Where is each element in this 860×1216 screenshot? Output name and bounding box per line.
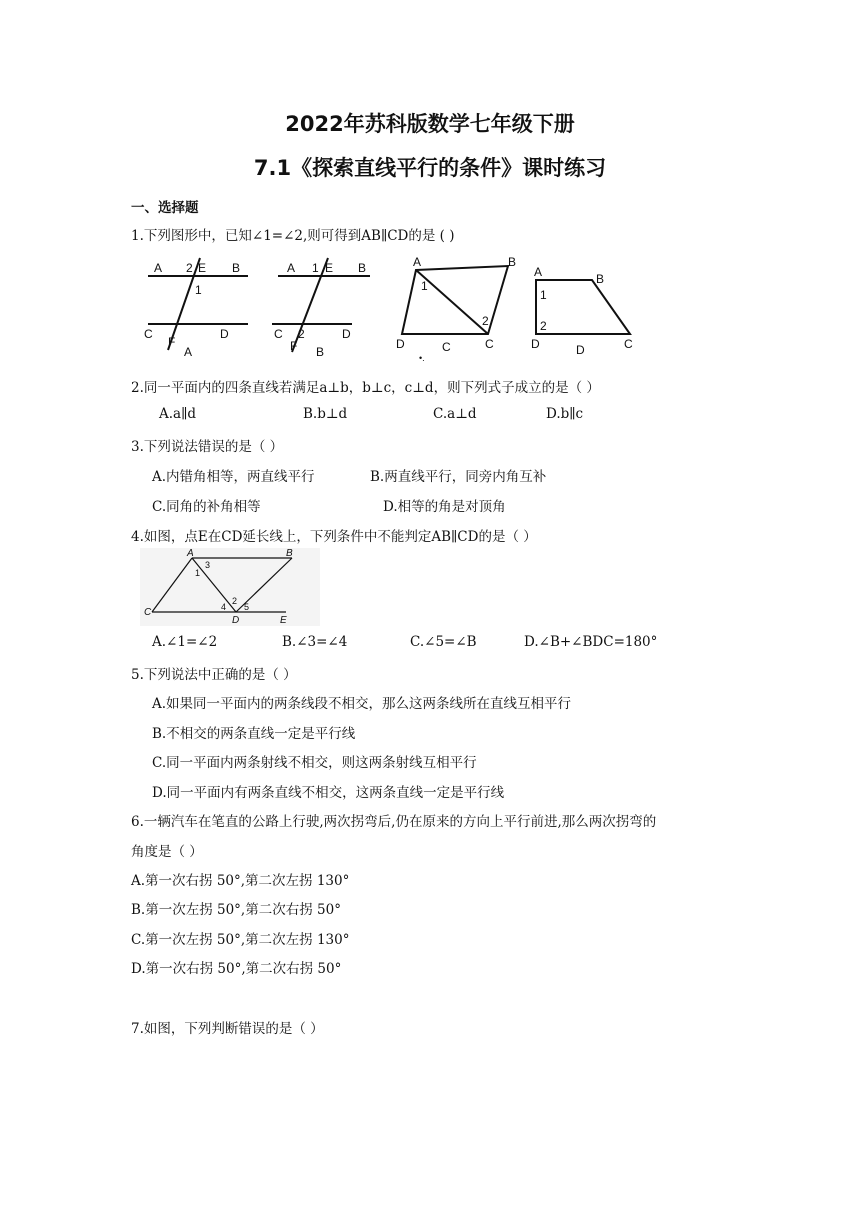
q4-option-d: D.∠B+∠BDC=180° (524, 634, 658, 650)
fig5-label-e: E (280, 615, 287, 626)
q5-option-c: C.同一平面内两条射线不相交，则这两条射线互相平行 (152, 755, 477, 771)
question-4: 4.如图，点E在CD延长线上，下列条件中不能判定AB∥CD的是（ ） (131, 529, 537, 545)
question-2: 2.同一平面内的四条直线若满足a⊥b，b⊥c，c⊥d，则下列式子成立的是（ ） (131, 380, 600, 396)
fig4-label-2: 2 (540, 319, 547, 333)
q2-option-b: B.b⊥d (303, 406, 348, 422)
document-title: 2022年苏科版数学七年级下册 (285, 112, 575, 136)
fig1-caption: A (184, 345, 193, 359)
q6-option-a: A.第一次右拐 50°,第二次左拐 130° (131, 873, 350, 889)
q6-option-c: C.第一次左拐 50°,第二次左拐 130° (131, 932, 350, 948)
figure-d (531, 265, 633, 357)
q2-option-a: A.a∥d (159, 406, 196, 422)
q4-option-b: B.∠3=∠4 (282, 634, 348, 650)
q3-option-c: C.同角的补角相等 (152, 499, 261, 515)
fig1-label-e: E (198, 261, 207, 275)
fig3-label-c: C (485, 337, 494, 351)
q4-option-a: A.∠1=∠2 (152, 634, 218, 650)
fig1-label-1: 1 (195, 283, 202, 297)
fig5-label-c: C (144, 607, 152, 618)
fig4-label-a: A (534, 265, 543, 279)
fig3-label-2: 2 (482, 314, 489, 328)
fig2-label-f: F (290, 339, 298, 353)
fig3-label-b: B (508, 255, 517, 269)
q3-option-b: B.两直线平行，同旁内角互补 (370, 469, 547, 485)
fig1-label-2: 2 (186, 261, 193, 275)
fig2-label-a: A (287, 261, 296, 275)
q3-option-d: D.相等的角是对顶角 (383, 499, 506, 515)
fig5-label-2: 2 (232, 596, 238, 606)
fig1-label-a: A (154, 261, 163, 275)
fig2-label-2: 2 (298, 327, 305, 341)
fig4-label-c: C (624, 337, 633, 351)
q4-figure (140, 548, 320, 626)
svg-text:•.: •. (419, 353, 425, 363)
fig5-label-b: B (286, 548, 293, 559)
fig2-label-1: 1 (312, 261, 319, 275)
q2-option-d: D.b∥c (546, 406, 584, 422)
fig2-label-d: D (342, 327, 351, 341)
question-1: 1.下列图形中，已知∠1=∠2,则可得到AB∥CD的是 ( ) (131, 228, 455, 244)
q5-option-d: D.同一平面内有两条直线不相交，这两条直线一定是平行线 (152, 785, 505, 801)
q1-figures (130, 250, 650, 365)
fig1-label-d: D (220, 327, 229, 341)
fig1-label-c: C (144, 327, 153, 341)
fig4-label-1: 1 (540, 288, 547, 302)
fig2-label-c: C (274, 327, 283, 341)
fig3-label-d: D (396, 337, 405, 351)
fig5-label-1: 1 (195, 568, 201, 578)
question-2-options (0, 406, 860, 426)
fig1-label-f: F (168, 335, 176, 349)
fig2-label-b: B (358, 261, 367, 275)
fig5-label-5: 5 (244, 602, 250, 612)
fig5-label-4: 4 (221, 602, 227, 612)
fig4-label-b: B (596, 272, 605, 286)
q4-option-c: C.∠5=∠B (410, 634, 477, 650)
fig5-label-d: D (232, 615, 240, 626)
question-3: 3.下列说法错误的是（ ） (131, 439, 284, 455)
question-5: 5.下列说法中正确的是（ ） (131, 667, 297, 683)
q5-option-b: B.不相交的两条直线一定是平行线 (152, 726, 356, 742)
figure-a (144, 258, 248, 359)
fig3-caption: C (442, 340, 451, 354)
fig1-label-b: B (232, 261, 241, 275)
fig4-label-d: D (531, 337, 540, 351)
question-7: 7.如图，下列判断错误的是（ ） (131, 1021, 324, 1037)
fig3-label-a: A (413, 255, 422, 269)
q6-option-b: B.第一次左拐 50°,第二次右拐 50° (131, 902, 341, 918)
fig2-label-e: E (325, 261, 334, 275)
question-3-options-row1 (0, 465, 860, 485)
q6-option-d: D.第一次右拐 50°,第二次右拐 50° (131, 961, 342, 977)
q3-option-a: A.内错角相等，两直线平行 (152, 469, 315, 485)
figure-b (272, 258, 370, 359)
fig5-label-a: A (187, 548, 194, 559)
document-subtitle: 7.1《探索直线平行的条件》课时练习 (253, 156, 607, 180)
question-6-line1: 6.一辆汽车在笔直的公路上行驶,两次拐弯后,仍在原来的方向上平行前进,那么两次拐弯的 (131, 814, 657, 830)
fig5-label-3: 3 (205, 560, 211, 570)
question-6-line2: 角度是（ ） (131, 844, 203, 860)
question-3-options-row2 (0, 495, 860, 515)
fig2-caption: B (316, 345, 325, 359)
section-heading: 一、选择题 (131, 200, 199, 216)
fig3-label-1: 1 (421, 279, 428, 293)
figure-c (396, 255, 516, 363)
q5-option-a: A.如果同一平面内的两条线段不相交，那么这两条线所在直线互相平行 (152, 696, 572, 712)
q2-option-c: C.a⊥d (433, 406, 477, 422)
question-4-options (0, 634, 860, 654)
fig4-caption: D (576, 343, 585, 357)
